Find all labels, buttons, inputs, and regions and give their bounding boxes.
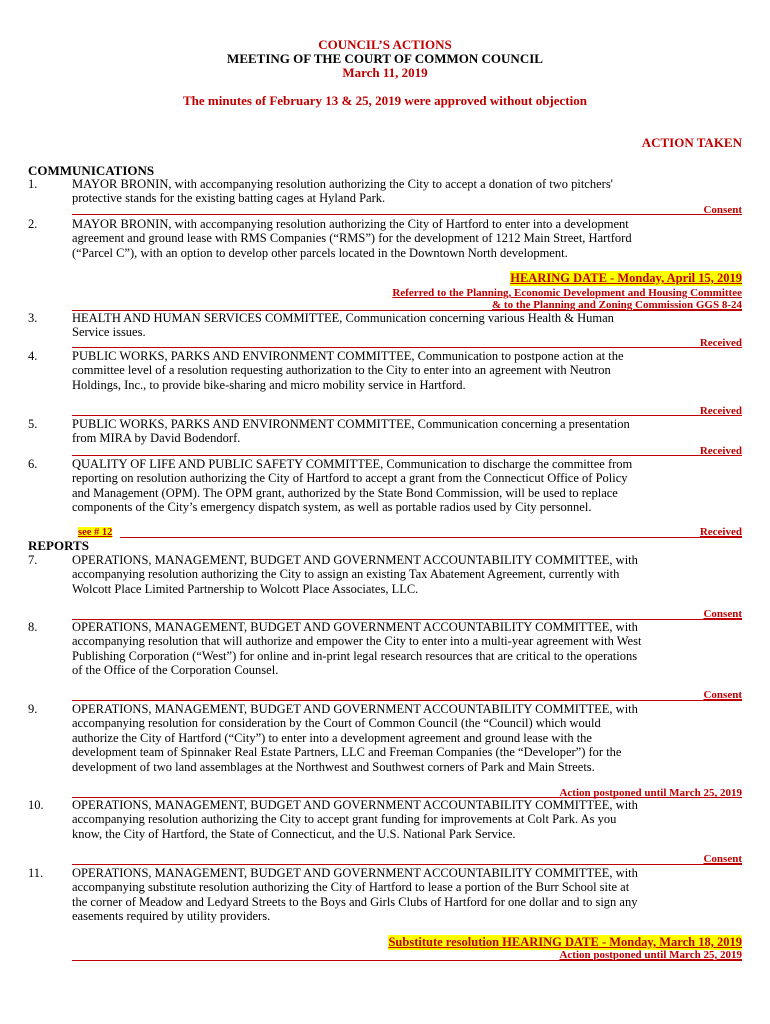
action-status: Referred to the Planning, Economic Development and Housing Committee xyxy=(392,287,742,299)
item-text: OPERATIONS, MANAGEMENT, BUDGET AND GOVERNMENT ACCOUNTABILITY COMMITTEE, with accompanying resolution for consideration by the Court of Common Council (the “Council) which would authorize the City of Hartford (“City”) to enter into a development agreement and ground lease with the development team of Spinnaker Real Estate Partners, LLC and Freeman Companies (the “Developer”) for the development of two land assemblages at the Northwest and Southwest corners of Park and Main Streets. xyxy=(72,702,638,774)
divider xyxy=(72,864,742,865)
action-status: Consent xyxy=(703,204,742,216)
divider xyxy=(72,455,742,456)
action-status: Received xyxy=(699,405,742,417)
reports-heading: REPORTS xyxy=(28,538,89,553)
minutes-approval: The minutes of February 13 & 25, 2019 were approved without objection xyxy=(183,93,587,108)
divider xyxy=(72,415,742,416)
action-taken-heading: ACTION TAKEN xyxy=(641,135,742,150)
item-number: 7. xyxy=(28,553,38,567)
item-text: HEALTH AND HUMAN SERVICES COMMITTEE, Communication concerning various Health & Human Service issues. xyxy=(72,311,614,340)
item-text: OPERATIONS, MANAGEMENT, BUDGET AND GOVERNMENT ACCOUNTABILITY COMMITTEE, with accompanying resolution authorizing the City to assign an existing Tax Abatement Agreement, currently with Wolcott Place Limited Partnership to Wolcott Place Associates, LLC. xyxy=(72,553,638,596)
item-number: 1. xyxy=(28,177,38,191)
item-text: OPERATIONS, MANAGEMENT, BUDGET AND GOVERNMENT ACCOUNTABILITY COMMITTEE, with accompanying substitute resolution authorizing the City of Hartford to lease a portion of the Burr School site at the corner of Meadow and Ledyard Streets to the Boys and Girls Clubs of Hartford for one dollar and to sign any easements required by utility providers. xyxy=(72,866,638,924)
action-status-2: & to the Planning and Zoning Commission GGS 8-24 xyxy=(492,299,742,311)
communications-heading: COMMUNICATIONS xyxy=(28,163,155,178)
item-number: 3. xyxy=(28,311,38,325)
item-number: 8. xyxy=(28,620,38,634)
meeting-title: MEETING OF THE COURT OF COMMON COUNCIL xyxy=(227,51,543,66)
item-number: 4. xyxy=(28,349,38,363)
divider xyxy=(72,700,742,701)
item-number: 11. xyxy=(28,866,44,880)
item-number: 6. xyxy=(28,457,38,471)
item-number: 5. xyxy=(28,417,38,431)
divider xyxy=(72,214,742,215)
divider xyxy=(120,537,742,538)
action-status: Received xyxy=(699,526,742,538)
action-status: Consent xyxy=(703,608,742,620)
item-text: MAYOR BRONIN, with accompanying resolution authorizing the City to accept a donation of two pitchers' protective stands for the existing batting cages at Hyland Park. xyxy=(72,177,613,206)
divider xyxy=(72,347,742,348)
action-status: Received xyxy=(699,445,742,457)
item-text: QUALITY OF LIFE AND PUBLIC SAFETY COMMITTEE, Communication to discharge the committee from reporting on resolution authorizing the City of Hartford to accept a grant from the Connecticut Office of Policy and Management (OPM). The OPM grant, authorized by the State Bond Commission, will be used to replace components of the City’s emergency dispatch system, as well as portable radios used by City personnel. xyxy=(72,457,633,515)
hearing-date: HEARING DATE - Monday, April 15, 2019 xyxy=(510,271,742,285)
action-status: Consent xyxy=(703,689,742,701)
item-text: MAYOR BRONIN, with accompanying resolution authorizing the City of Hartford to enter into a development agreement and ground lease with RMS Companies (“RMS”) for the development of 1212 Main Street, Hartford (“Parcel C”), with an option to develop other parcels located in the Downtown North development. xyxy=(72,217,632,260)
item-number: 9. xyxy=(28,702,38,716)
hearing-date: Substitute resolution HEARING DATE - Monday, March 18, 2019 xyxy=(388,935,742,949)
item-text: OPERATIONS, MANAGEMENT, BUDGET AND GOVERNMENT ACCOUNTABILITY COMMITTEE, with accompanying resolution that will authorize and empower the City to enter into a multi-year agreement with West Publishing Corporation (“West”) for online and in-print legal research resources that are critical to the operations of the Office of the Corporation Counsel. xyxy=(72,620,642,678)
item-text: PUBLIC WORKS, PARKS AND ENVIRONMENT COMMITTEE, Communication concerning a presentation from MIRA by David Bodendorf. xyxy=(72,417,630,446)
item-number: 10. xyxy=(28,798,44,812)
item-number: 2. xyxy=(28,217,38,231)
action-status: Received xyxy=(699,337,742,349)
doc-title: COUNCIL’S ACTIONS xyxy=(318,37,452,52)
action-status: Action postponed until March 25, 2019 xyxy=(559,949,742,961)
item-text: PUBLIC WORKS, PARKS AND ENVIRONMENT COMMITTEE, Communication to postpone action at the committee level of a resolution requesting authorization to the City to enter into an agreement with Neutron Holdings, Inc., to provide bike-sharing and micro mobility service in Hartford. xyxy=(72,349,624,392)
action-status: Action postponed until March 25, 2019 xyxy=(559,787,742,799)
item-text: OPERATIONS, MANAGEMENT, BUDGET AND GOVERNMENT ACCOUNTABILITY COMMITTEE, with accompanying resolution authorizing the City to accept grant funding for improvements at Colt Park. As you know, the City of Hartford, the State of Connecticut, and the U.S. National Park Service. xyxy=(72,798,638,841)
action-status: Consent xyxy=(703,853,742,865)
cross-reference-note: see # 12 xyxy=(78,527,113,538)
meeting-date: March 11, 2019 xyxy=(342,65,428,80)
